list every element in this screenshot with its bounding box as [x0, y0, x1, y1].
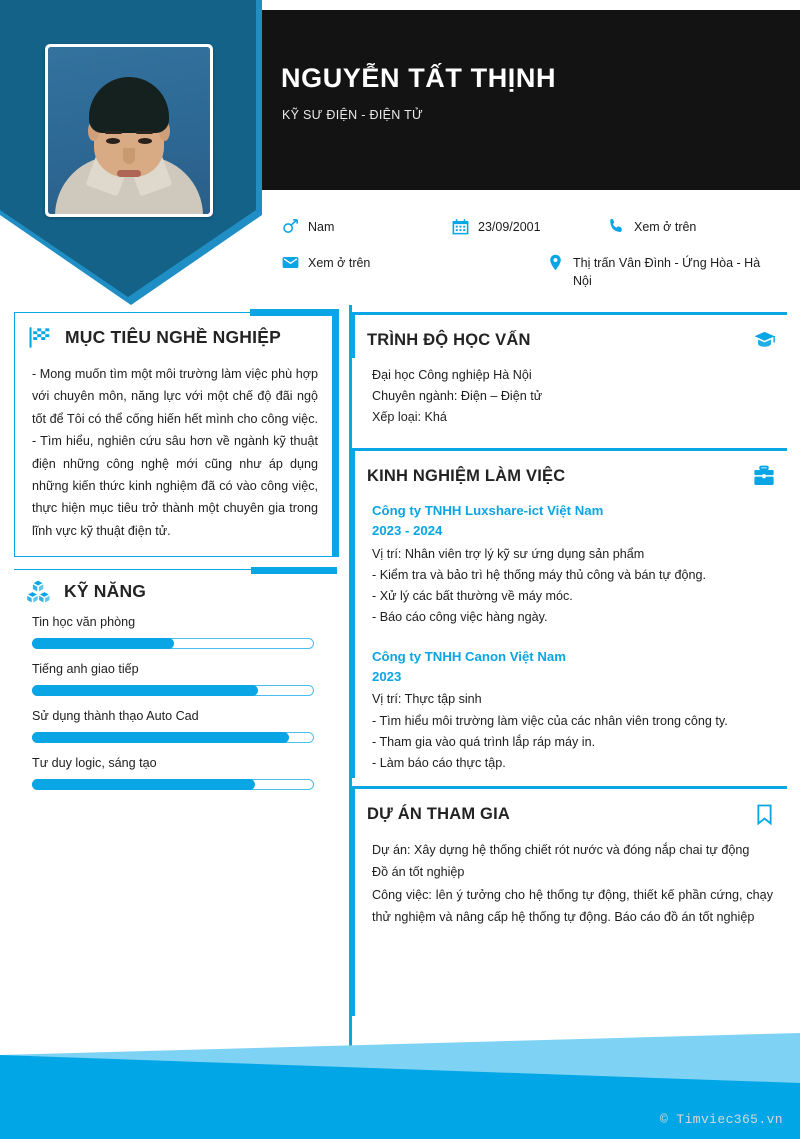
accent-bar-top: [250, 309, 336, 316]
contact-phone: [606, 216, 696, 236]
education-grade: Xếp loại: Khá: [372, 410, 447, 425]
contact-dob: [450, 216, 541, 236]
section-header: [15, 313, 335, 353]
employment-years: 2023 - 2024: [372, 523, 443, 539]
contact-dob-value: 23/09/2001: [478, 220, 541, 234]
duty: - Tham gia vào quá trình lắp ráp máy in.: [372, 734, 596, 749]
skill-progress-fill: [32, 638, 174, 649]
projects-details: [355, 827, 787, 943]
section-header: [355, 451, 787, 489]
section-title: TRÌNH ĐỘ HỌC VẤN: [367, 330, 531, 349]
section-title: MỤC TIÊU NGHỀ NGHIỆP: [65, 326, 281, 347]
company-name: Công ty TNHH Luxshare-ict Việt Nam: [372, 503, 604, 518]
accent-bar-left: [349, 448, 355, 778]
skill-progress-fill: [32, 685, 258, 696]
position: Vị trí: Thực tập sinh: [372, 692, 482, 707]
duty: - Làm báo cáo thực tập.: [372, 755, 506, 770]
skill-label: Tin học văn phòng: [32, 615, 136, 629]
education-details: [355, 353, 787, 442]
career-objective-text: - Mong muốn tìm một môi trường làm việc phù hợp với chuyên môn, năng lực với một chế độ đãi ngộ tốt để Tôi có thể cống hiến hết mình cho công việc. - Tìm hiểu, nghiên cứu sâu hơn về ngành kỹ thuật điện những công nghệ mới cũng như áp dụng những kiến thức kinh nghiệm đã có vào công việc, thực hiện mục tiêu trở thành một chuyên gia trong lĩnh vực kỹ thuật điện tử.: [32, 367, 318, 538]
section-career-objective: [14, 312, 336, 557]
contact-email: [280, 252, 370, 272]
skill-item: [32, 615, 326, 649]
experience-item: [372, 647, 773, 775]
skill-item: [32, 756, 326, 790]
section-title: DỰ ÁN THAM GIA: [367, 804, 510, 823]
calendar-icon: [450, 216, 470, 236]
phone-icon: [606, 216, 626, 236]
company-name: Công ty TNHH Canon Việt Nam: [372, 648, 566, 664]
employment-years: 2023: [372, 668, 402, 684]
skill-progress-bar: [32, 638, 314, 649]
position: Vị trí: Nhân viên trợ lý kỹ sư ứng dụng sản phẩm: [372, 546, 645, 561]
skill-progress-bar: [32, 732, 314, 743]
footer-watermark: © Timviec365.vn: [659, 1112, 783, 1127]
checkered-flag-icon: [25, 323, 53, 351]
header-black-bar: [251, 10, 800, 190]
avatar-frame: [45, 44, 213, 217]
section-projects: [355, 786, 787, 1016]
section-header: [355, 789, 787, 827]
graduation-cap-icon: [751, 327, 777, 353]
skill-progress-fill: [32, 732, 289, 743]
contact-info: [280, 216, 790, 296]
section-title: KINH NGHIỆM LÀM VIỆC: [367, 466, 566, 485]
project-type: Đồ án tốt nghiệp: [372, 865, 465, 880]
education-school: Đại học Công nghiệp Hà Nội: [372, 368, 532, 382]
section-title: KỸ NĂNG: [64, 580, 147, 601]
contact-phone-value: Xem ở trên: [634, 220, 697, 234]
contact-email-value: Xem ở trên: [308, 256, 371, 270]
section-experience: [355, 448, 787, 778]
cubes-icon: [24, 577, 52, 605]
accent-bar-right: [332, 309, 339, 557]
skills-list: [14, 607, 336, 809]
duty: - Báo cáo công việc hàng ngày.: [372, 610, 548, 625]
project-work: Công việc: lên ý tưởng cho hệ thống tự động, thiết kế phần cứng, chạy thử nghiệm và nâng cấp hệ thống tự động. Báo cáo đồ án tốt nghiệp: [372, 887, 773, 925]
contact-gender: [280, 216, 334, 236]
education-major: Chuyên ngành: Điện – Điện tử: [372, 389, 543, 404]
accent-bar-left: [349, 786, 355, 1016]
job-title-subtitle: KỸ SƯ ĐIỆN - ĐIỆN TỬ: [282, 108, 424, 122]
skill-progress-bar: [32, 779, 314, 790]
briefcase-icon: [751, 463, 777, 489]
gender-icon: [280, 216, 300, 236]
duty: - Xử lý các bất thường về máy móc.: [372, 589, 573, 604]
contact-gender-value: Nam: [308, 220, 335, 234]
skill-label: Tiếng anh giao tiếp: [32, 662, 139, 676]
contact-address-value: Thị trấn Vân Đình - Ứng Hòa - Hà Nội: [573, 256, 761, 289]
skill-label: Tư duy logic, sáng tạo: [32, 756, 157, 770]
skill-progress-fill: [32, 779, 255, 790]
section-skills: [14, 567, 336, 809]
skill-label: Sử dụng thành thạo Auto Cad: [32, 709, 199, 723]
envelope-icon: [280, 252, 300, 272]
experience-item: [372, 501, 773, 629]
skill-item: [32, 662, 326, 696]
accent-bar-left: [349, 312, 355, 358]
page-title: NGUYỄN TẤT THỊNH: [281, 63, 557, 93]
experience-list: [355, 489, 787, 792]
accent-bar-top: [251, 567, 337, 574]
section-education: [355, 312, 787, 440]
skill-item: [32, 709, 326, 743]
location-pin-icon: [545, 252, 565, 272]
avatar: [48, 47, 210, 214]
duty: - Kiểm tra và bảo trì hệ thống máy thủ công và bán tự động.: [372, 568, 706, 583]
section-header: [355, 315, 787, 353]
skill-progress-bar: [32, 685, 314, 696]
bookmark-icon: [751, 801, 777, 827]
project-name: Dự án: Xây dựng hệ thống chiết rót nước và đóng nắp chai tự động: [372, 843, 750, 857]
duty: - Tìm hiểu môi trường làm việc của các nhân viên trong công ty.: [372, 713, 728, 728]
contact-address: [545, 252, 775, 290]
